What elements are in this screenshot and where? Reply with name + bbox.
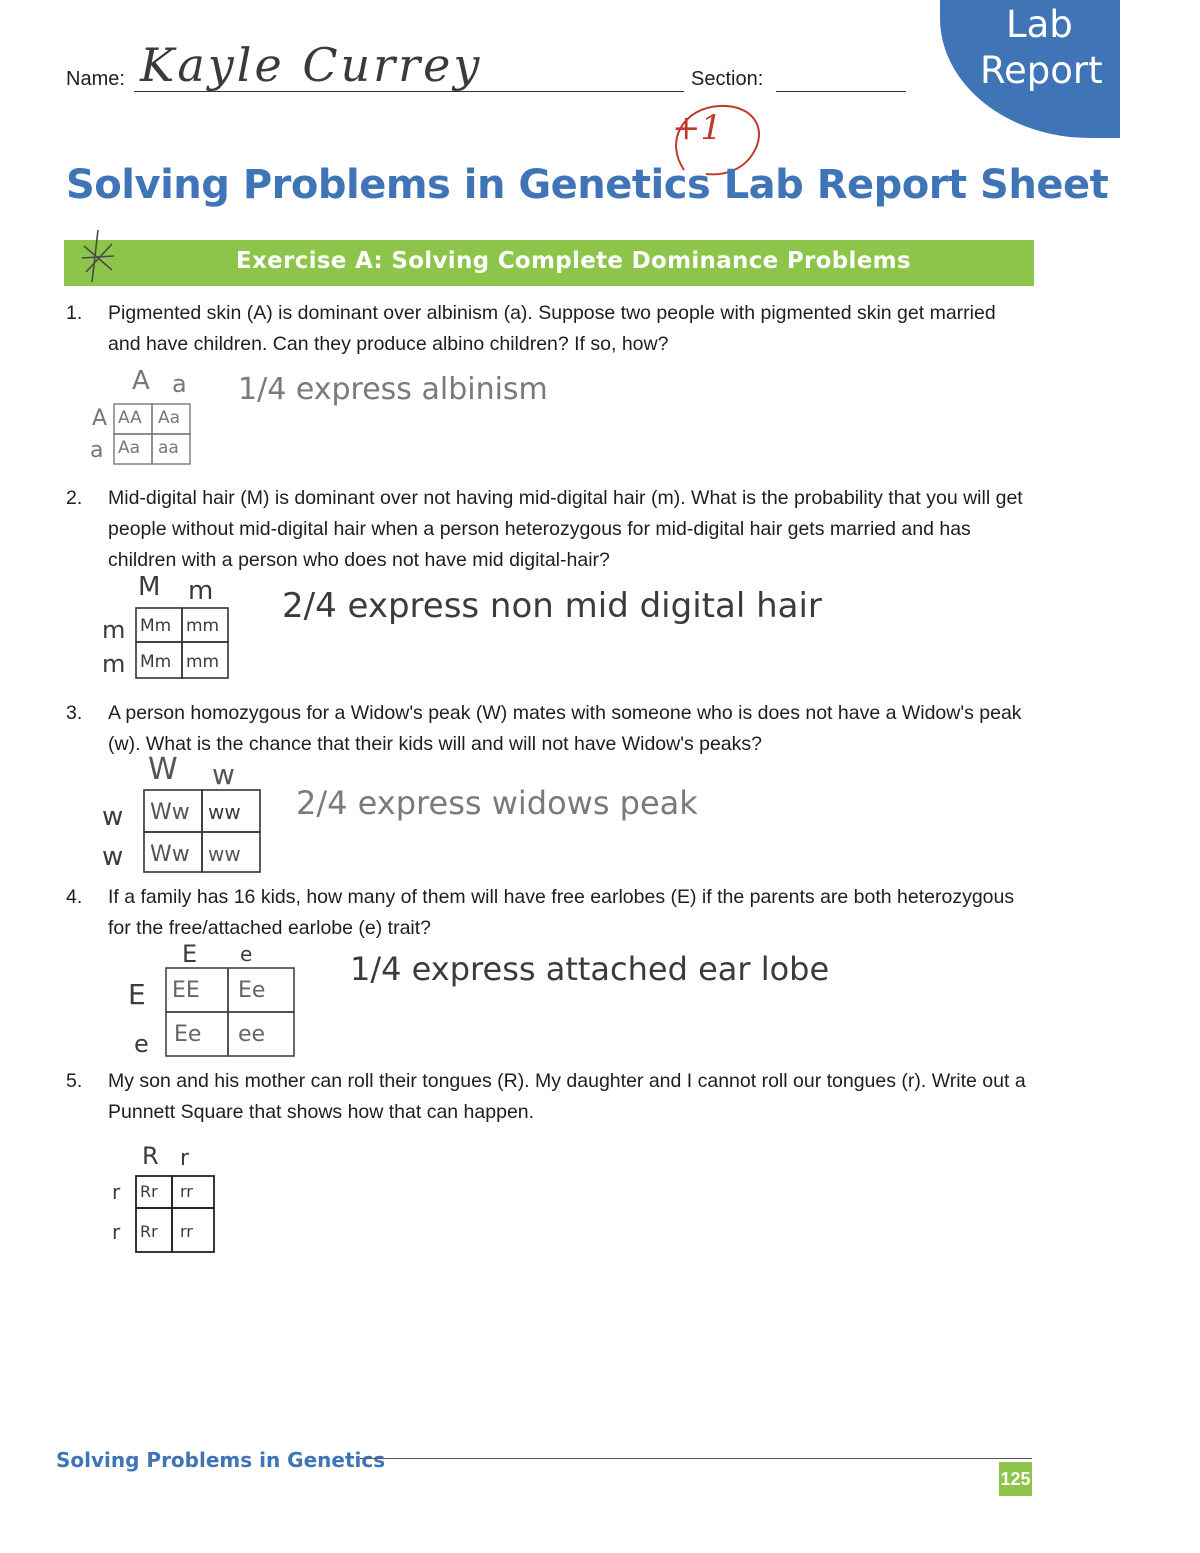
punnett-top-allele: R	[142, 1142, 159, 1170]
question-text: Mid-digital hair (M) is dominant over not having mid-digital hair (m). What is the probability that you will get people without mid-digital hair when a person heterozygous for mid-digital hair gets married and has children with a person who does not have mid digital-hair?	[108, 487, 1023, 571]
punnett-cell: AA	[118, 408, 142, 428]
punnett-side-allele: A	[92, 406, 108, 431]
punnett-top-allele: A	[132, 366, 150, 396]
punnett-cell: Rr	[140, 1222, 158, 1241]
punnett-cell: Ww	[150, 800, 190, 825]
exercise-heading: Exercise A: Solving Complete Dominance Problems	[236, 248, 911, 274]
punnett-cell: ww	[208, 800, 241, 824]
punnett-top-allele: m	[188, 576, 214, 606]
punnett-cell: mm	[186, 616, 220, 636]
punnett-cell: Mm	[140, 652, 172, 672]
punnett-cell: rr	[180, 1222, 193, 1241]
page-title: Solving Problems in Genetics Lab Report Sheet	[66, 162, 1109, 208]
punnett-cell: Rr	[140, 1182, 158, 1201]
footer-divider	[360, 1458, 1032, 1459]
punnett-cell: aa	[158, 438, 179, 458]
section-label: Section:	[691, 68, 764, 90]
punnett-cell: EE	[172, 978, 200, 1003]
punnett-cell: ee	[238, 1022, 266, 1047]
punnett-cell: Ee	[174, 1022, 202, 1047]
grade-mark: +1	[672, 108, 723, 148]
question-text: If a family has 16 kids, how many of them will have free earlobes (E) if the parents are both heterozygous for the free/attached earlobe (e) trait?	[108, 886, 1015, 939]
question-number: 4.	[66, 886, 83, 908]
punnett-cell: rr	[180, 1182, 193, 1201]
punnett-square-5	[108, 1142, 228, 1267]
section-underline	[776, 91, 906, 92]
punnett-cell: Mm	[140, 616, 172, 636]
punnett-side-allele: r	[112, 1220, 121, 1244]
question-text: My son and his mother can roll their tongues (R). My daughter and I cannot roll our tongues (r). Write out a Punnett Square that shows how that can happen.	[108, 1070, 1026, 1123]
answer-handwritten: 2/4 express widows peak	[296, 784, 698, 822]
question-number: 1.	[66, 302, 83, 324]
punnett-side-allele: E	[128, 978, 146, 1011]
punnett-cell: Aa	[118, 438, 141, 458]
punnett-top-allele: W	[148, 752, 178, 787]
question-text: Pigmented skin (A) is dominant over albinism (a). Suppose two people with pigmented skin get married and have children. Can they produce albino children? If so, how?	[108, 302, 996, 355]
punnett-side-allele: e	[134, 1030, 149, 1058]
punnett-square-4	[124, 940, 314, 1069]
punnett-top-allele: r	[180, 1146, 190, 1171]
punnett-side-allele: w	[102, 802, 124, 832]
punnett-top-allele: a	[172, 370, 187, 398]
name-label: Name:	[66, 68, 125, 90]
punnett-side-allele: a	[90, 438, 104, 463]
punnett-top-allele: M	[138, 572, 161, 602]
question-number: 5.	[66, 1070, 83, 1092]
name-handwritten-value: Kayle Currey	[140, 38, 483, 92]
answer-handwritten: 2/4 express non mid digital hair	[282, 586, 822, 626]
punnett-top-allele: E	[182, 940, 198, 968]
punnett-square-3	[100, 752, 270, 883]
punnett-cell: Aa	[158, 408, 181, 428]
tab-label-line2: Report	[980, 49, 1103, 92]
answer-handwritten: 1/4 express attached ear lobe	[350, 950, 830, 988]
page-number: 125	[999, 1462, 1032, 1496]
punnett-cell: ww	[208, 842, 241, 866]
exercise-heading-bar	[64, 240, 1034, 286]
punnett-square-2	[100, 572, 240, 691]
punnett-square-1	[86, 366, 206, 471]
punnett-side-allele: m	[102, 616, 126, 644]
punnett-cell: Ee	[238, 978, 266, 1003]
lab-report-tab	[940, 0, 1120, 138]
question-number: 3.	[66, 702, 83, 724]
punnett-top-allele: e	[240, 942, 253, 966]
tab-label-line1: Lab	[1006, 3, 1073, 46]
name-underline	[134, 91, 684, 92]
punnett-grid	[108, 1142, 228, 1262]
punnett-side-allele: r	[112, 1180, 121, 1204]
answer-handwritten: 1/4 express albinism	[238, 372, 548, 407]
punnett-cell: mm	[186, 652, 220, 672]
punnett-top-allele: w	[212, 758, 235, 791]
footer-title: Solving Problems in Genetics	[56, 1448, 386, 1472]
question-number: 2.	[66, 487, 83, 509]
question-text: A person homozygous for a Widow's peak (W) mates with someone who is does not have a Widow's peak (w). What is the chance that their kids will and will not have Widow's peaks?	[108, 702, 1022, 755]
punnett-side-allele: m	[102, 650, 126, 678]
punnett-side-allele: w	[102, 842, 124, 872]
star-doodle-icon	[78, 226, 118, 286]
punnett-cell: Ww	[150, 842, 190, 867]
punnett-grid	[124, 944, 314, 1064]
